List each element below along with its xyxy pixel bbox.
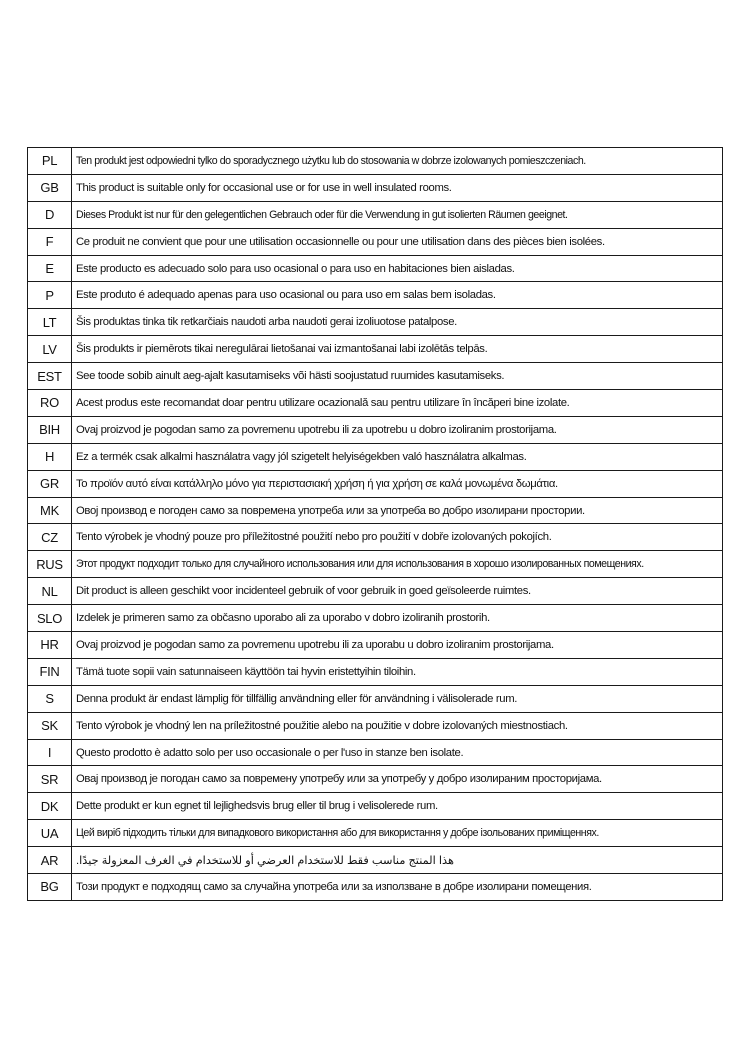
table-row — [28, 820, 723, 847]
warning-text: Ovaj proizvod je pogodan samo za povremenu upotrebu ili za uporabu u dobro izoliranim prostorijama. — [72, 632, 723, 659]
language-code: E — [28, 255, 72, 282]
table-body — [28, 148, 723, 901]
table-row — [28, 390, 723, 417]
language-code: GB — [28, 174, 72, 201]
warning-text: Ce produit ne convient que pour une utilisation occasionnelle ou pour une utilisation dans des pièces bien isolées. — [72, 228, 723, 255]
language-code: P — [28, 282, 72, 309]
language-code: RO — [28, 390, 72, 417]
warning-text: Этот продукт подходит только для случайного использования или для использования в хорошо изолированных помещениях. — [72, 551, 723, 578]
table-row — [28, 874, 723, 901]
table-row — [28, 148, 723, 175]
table-row — [28, 174, 723, 201]
warning-text: Acest produs este recomandat doar pentru utilizare ocazională sau pentru utilizare în încăperi bine izolate. — [72, 390, 723, 417]
warning-text: Ovaj proizvod je pogodan samo za povremenu upotrebu ili za upotrebu u dobro izoliranim prostorijama. — [72, 416, 723, 443]
warning-text: Izdelek je primeren samo za občasno uporabo ali za uporabo v dobro izoliranih prostorih. — [72, 605, 723, 632]
language-code: PL — [28, 148, 72, 175]
language-code: EST — [28, 363, 72, 390]
table-row — [28, 282, 723, 309]
language-code: GR — [28, 470, 72, 497]
table-row — [28, 255, 723, 282]
warning-text: Šis produkts ir piemērots tikai neregulārai lietošanai vai izmantošanai labi izolētās telpās. — [72, 336, 723, 363]
warning-text: Този продукт е подходящ само за случайна употреба или за използване в добре изолирани помещения. — [72, 874, 723, 901]
language-code: SK — [28, 712, 72, 739]
language-code: MK — [28, 497, 72, 524]
table-row — [28, 524, 723, 551]
table-row — [28, 658, 723, 685]
language-code: BIH — [28, 416, 72, 443]
warning-text: Tento výrobok je vhodný len na príležitostné použitie alebo na použitie v dobre izolovaných miestnostiach. — [72, 712, 723, 739]
language-code: CZ — [28, 524, 72, 551]
table-row — [28, 578, 723, 605]
warning-text: Šis produktas tinka tik retkarčiais naudoti arba naudoti gerai izoliuotose patalpose. — [72, 309, 723, 336]
language-code: NL — [28, 578, 72, 605]
warning-text: Este produto é adequado apenas para uso ocasional ou para uso em salas bem isoladas. — [72, 282, 723, 309]
table-row — [28, 443, 723, 470]
language-code: SR — [28, 766, 72, 793]
table-row — [28, 739, 723, 766]
warning-text: Tämä tuote sopii vain satunnaiseen käyttöön tai hyvin eristettyihin tiloihin. — [72, 658, 723, 685]
language-code: RUS — [28, 551, 72, 578]
table-row — [28, 497, 723, 524]
table-row — [28, 847, 723, 874]
table-row — [28, 416, 723, 443]
table-row — [28, 685, 723, 712]
language-code: DK — [28, 793, 72, 820]
language-code: FIN — [28, 658, 72, 685]
language-warning-table — [27, 147, 723, 901]
warning-text: Ten produkt jest odpowiedni tylko do sporadycznego użytku lub do stosowania w dobrze izolowanych pomieszczeniach. — [72, 148, 723, 175]
warning-text: Dieses Produkt ist nur für den gelegentlichen Gebrauch oder für die Verwendung in gut isolierten Räumen geeignet. — [72, 201, 723, 228]
warning-text: Ez a termék csak alkalmi használatra vagy jól szigetelt helyiségekben való használatra alkalmas. — [72, 443, 723, 470]
table-row — [28, 605, 723, 632]
table-row — [28, 793, 723, 820]
warning-text: Denna produkt är endast lämplig för tillfällig användning eller för användning i välisolerade rum. — [72, 685, 723, 712]
table-row — [28, 228, 723, 255]
language-code: BG — [28, 874, 72, 901]
table-row — [28, 336, 723, 363]
table-row — [28, 363, 723, 390]
warning-text: Овај производ је погодан само за повремену употребу или за употребу у добро изолираним просторијама. — [72, 766, 723, 793]
table-row — [28, 201, 723, 228]
table-row — [28, 712, 723, 739]
warning-text: Este producto es adecuado solo para uso ocasional o para uso en habitaciones bien aisladas. — [72, 255, 723, 282]
language-code: LV — [28, 336, 72, 363]
language-code: H — [28, 443, 72, 470]
table-row — [28, 309, 723, 336]
table-row — [28, 632, 723, 659]
language-code: AR — [28, 847, 72, 874]
warning-text: Цей виріб підходить тільки для випадкового використання або для використання у добре ізольованих приміщеннях. — [72, 820, 723, 847]
warning-text: This product is suitable only for occasional use or for use in well insulated rooms. — [72, 174, 723, 201]
language-code: SLO — [28, 605, 72, 632]
language-code: UA — [28, 820, 72, 847]
table-row — [28, 551, 723, 578]
language-code: S — [28, 685, 72, 712]
table-row — [28, 766, 723, 793]
language-code: HR — [28, 632, 72, 659]
warning-text: Овој производ е погоден само за повремена употреба или за употреба во добро изолирани простории. — [72, 497, 723, 524]
warning-text: Dette produkt er kun egnet til lejlighedsvis brug eller til brug i velisolerede rum. — [72, 793, 723, 820]
warning-text: Questo prodotto è adatto solo per uso occasionale o per l'uso in stanze ben isolate. — [72, 739, 723, 766]
warning-text: Dit product is alleen geschikt voor incidenteel gebruik of voor gebruik in goed geïsoleerde ruimtes. — [72, 578, 723, 605]
language-code: I — [28, 739, 72, 766]
warning-text: Το προϊόν αυτό είναι κατάλληλο μόνο για περιστασιακή χρήση ή για χρήση σε καλά μονωμένα δωμάτια. — [72, 470, 723, 497]
language-code: D — [28, 201, 72, 228]
warning-text: هذا المنتج مناسب فقط للاستخدام العرضي أو للاستخدام في الغرف المعزولة جيدًا. — [72, 847, 723, 874]
table-row — [28, 470, 723, 497]
warning-text: Tento výrobek je vhodný pouze pro příležitostné použití nebo pro použití v dobře izolovaných pokojích. — [72, 524, 723, 551]
language-code: LT — [28, 309, 72, 336]
warning-text: See toode sobib ainult aeg-ajalt kasutamiseks või hästi soojustatud ruumides kasutamiseks. — [72, 363, 723, 390]
language-code: F — [28, 228, 72, 255]
